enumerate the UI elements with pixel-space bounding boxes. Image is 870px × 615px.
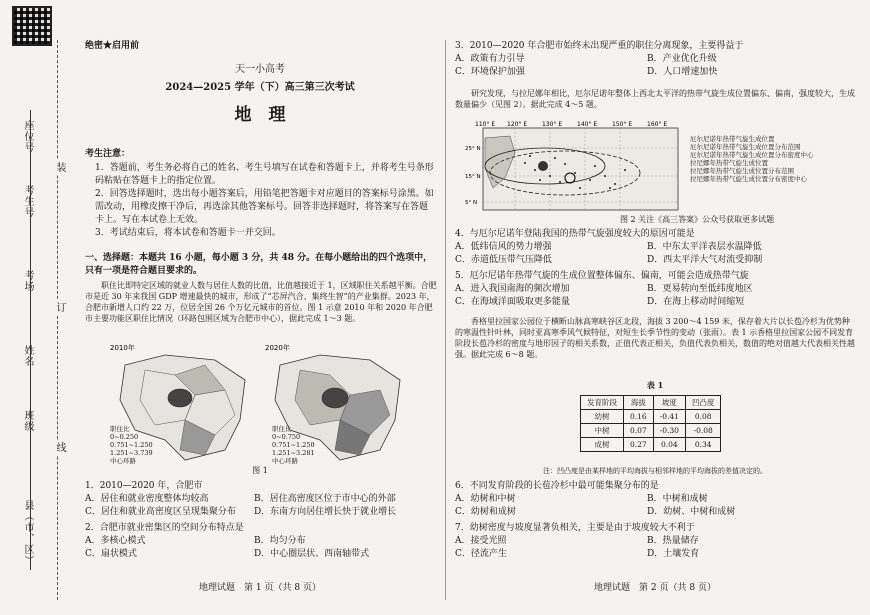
lon-120: 120° E: [507, 121, 528, 128]
q2-option-a[interactable]: A．多核心模式: [85, 536, 146, 546]
secret-mark: 绝密★启用前: [85, 41, 140, 51]
map-legend-2010: [110, 425, 153, 465]
page-1: [80, 0, 440, 615]
legend-item: 厄尔尼诺年热带气旋生成位置分布密度中心: [690, 151, 814, 159]
table-row: [581, 438, 721, 452]
table-header: 发育阶段: [581, 396, 624, 410]
q1-option-b[interactable]: B．居住高密度区位于市中心的外部: [253, 494, 396, 504]
lon-140: 140° E: [577, 121, 598, 128]
question-5-stem: 5．厄尔尼诺年热带气旋的生成位置整体偏东、偏南，可能会造成热带气旋: [455, 271, 749, 281]
q1-option-c[interactable]: C．居住和就业高密度区呈现集聚分布: [85, 507, 236, 517]
page-2-footer: 地理试题 第 2 页（共 8 页）: [594, 583, 716, 593]
question-7: [455, 522, 855, 561]
figure-1-caption: 图 1: [252, 466, 268, 475]
margin-field-candidate: 考生号: [22, 185, 33, 218]
question-2-stem: 2．合肥市就业密集区的空间分布特点是: [85, 523, 244, 533]
legend-item: 厄尔尼诺年热带气旋生成位置: [690, 135, 775, 143]
table-cell: 幼树: [581, 410, 624, 424]
page-2: [450, 0, 860, 615]
qr-code-icon: [12, 6, 52, 46]
table-cell: 0.16: [624, 410, 654, 424]
q6-option-b[interactable]: B．中树和成树: [647, 494, 708, 504]
question-6: [455, 480, 855, 519]
legend-item: 0~0.750: [272, 433, 301, 441]
lon-110: 110° E: [475, 121, 496, 128]
question-4: [455, 228, 855, 267]
map-legend-2020: [272, 425, 315, 465]
lon-130: 130° E: [542, 121, 563, 128]
table-cell: 成树: [581, 438, 624, 452]
question-1: [85, 480, 437, 519]
table-cell: -0.41: [653, 410, 685, 424]
passage-3: 香格里拉国家公园位于横断山脉高寒峡谷区北段，海拔 3 200～4 159 米，保存着大片以长苞冷杉为优势种的寒温性针叶林，同时亚高寒季风气候特征，对短生长季节性的变动（张雨）。表 1 示香格里拉国家公园不同发育阶段长苞冷杉的密度与地形因子的相关系数，正值代表正相关，负值代表负相关，数值的绝对值越大代表相关性越强。据此完成 6～8 题。: [455, 317, 855, 359]
table-row: [581, 424, 721, 438]
legend-item: 中心环路: [110, 457, 136, 465]
table-row: [581, 410, 721, 424]
cut-mark-zhuang: 装: [54, 162, 65, 173]
question-6-stem: 6．不同发育阶段的长苞冷杉中最可能集聚分布的是: [455, 481, 659, 491]
passage-1: 职住比即特定区域的就业人数与居住人数的比值，比值越接近于 1，区域职住关系越平衡。合肥市是近 30 年来我国 GDP 增速最快的城市，形成了“芯屏汽合、集终生智”的产业集群。2023 年，合肥市新增人口约 22 万，位居全国 26 个万亿元城市的首位。图 1 示意 2010 年和 2020 年合肥市主要功能区职住比情况（环路包围区域为合肥市中心），据此完成 1～3 题。: [85, 281, 437, 323]
legend-item: 中心环路: [272, 457, 298, 465]
q6-option-a[interactable]: A．幼树和中树: [455, 494, 516, 504]
figure-2-legend: [690, 135, 860, 183]
notice-2: 2．回答选择题时，选出每小题答案后，用铅笔把答题卡对应题目的答案标号涂黑。如需改动，用橡皮擦干净后，再选涂其他答案标号。回答非选择题时，将答案写在答题卡上。写在本试卷上无效。: [95, 189, 434, 225]
table-cell: 0.34: [685, 438, 721, 452]
section-1-heading: 一、选择题：本题共 16 小题，每小题 3 分，共 48 分。在每小题给出的四个选项中，只有一项是符合题目要求的。: [85, 253, 433, 276]
q1-option-d[interactable]: D．东南方向居住增长快于就业增长: [253, 507, 397, 517]
legend-item: 0~0.250: [110, 433, 139, 441]
q1-option-a[interactable]: A．居住和就业密度整体均较高: [85, 494, 209, 504]
org-name: 天一小高考: [235, 64, 285, 75]
margin-field-county: 县（市、区）: [22, 500, 33, 566]
notice-3: 3．考试结束后，将本试卷和答题卡一并交回。: [95, 228, 281, 238]
margin-field-exam-room: 考场: [22, 270, 33, 292]
question-4-stem: 4．与厄尔尼诺年登陆我国的热带气旋强度较大的原因可能是: [455, 229, 695, 239]
field-line: [30, 110, 31, 570]
q3-option-c[interactable]: C．环境保护加强: [455, 67, 525, 77]
legend-item: 厄尔尼诺年热带气旋生成位置分布范围: [690, 143, 801, 151]
q6-option-c[interactable]: C．幼树和成树: [455, 507, 516, 517]
table-header: 坡度: [653, 396, 685, 410]
table-cell: 中树: [581, 424, 624, 438]
map-label-2010: 2010年: [110, 344, 135, 352]
table-header: 海拔: [624, 396, 654, 410]
q7-option-c[interactable]: C．径流产生: [455, 549, 507, 559]
page-divider: [445, 40, 446, 600]
map-label-2020: 2020年: [265, 344, 290, 352]
q5-option-d[interactable]: D．在海上移动时间缩短: [647, 297, 745, 307]
question-3-stem: 3．2010—2020 年合肥市始终未出现严重的职住分离现象，主要得益于: [455, 41, 744, 51]
table-header-row: [581, 396, 721, 410]
cut-line: [57, 40, 58, 600]
q7-option-d[interactable]: D．土壤发育: [647, 549, 700, 559]
question-1-stem: 1．2010—2020 年，合肥市: [85, 481, 203, 491]
legend-item: 1.251~3.739: [110, 449, 153, 457]
q3-option-b[interactable]: B．产业优化升级: [647, 54, 717, 64]
table-cell: 0.08: [685, 410, 721, 424]
figure-2-caption: 图 2 关注《高三答案》公众号获取更多试题: [620, 215, 775, 224]
q4-option-b[interactable]: B．中东太平洋表层水温降低: [647, 242, 762, 252]
q3-option-d[interactable]: D．人口增速加快: [647, 67, 718, 77]
table-cell: -0.30: [653, 424, 685, 438]
la-nina-center: [538, 161, 548, 171]
passage-2: 研究发现，与拉尼娜年相比，厄尔尼诺年整体上西北太平洋的热带气旋生成位置偏东、偏南，强度较大，生成数量偏少（见图 2）。据此完成 4～5 题。: [455, 89, 855, 109]
q5-option-b[interactable]: B．更易转向至低纬度地区: [647, 284, 753, 294]
lat-15: 15° N: [465, 174, 481, 180]
q2-option-d[interactable]: D．中心圈层状、西南轴带式: [253, 549, 370, 559]
cut-mark-xian: 线: [54, 442, 65, 453]
legend-title: 职住比: [110, 425, 130, 433]
legend-item: 0.751~1.250: [272, 441, 315, 449]
q4-option-c[interactable]: C．赤道低压带气压降低: [455, 255, 552, 265]
q7-option-b[interactable]: B．热量储存: [647, 536, 699, 546]
notice-heading: 考生注意：: [85, 149, 131, 159]
lat-25: 25° N: [465, 146, 481, 152]
legend-item: 1.251~3.281: [272, 449, 315, 457]
q2-option-c[interactable]: C．扇状模式: [85, 549, 137, 559]
figure-2-map: [465, 118, 680, 213]
question-5: [455, 270, 855, 309]
legend-title: 职住比: [272, 425, 292, 433]
margin-field-class: 班级: [22, 410, 33, 432]
legend-item: 拉尼娜年热带气旋生成位置: [690, 159, 768, 167]
page-1-footer: 地理试题 第 1 页（共 8 页）: [199, 583, 321, 593]
cut-mark-ding: 订: [54, 302, 65, 313]
table-cell: 0.07: [624, 424, 654, 438]
question-3: [455, 40, 855, 79]
table-cell: 0.27: [624, 438, 654, 452]
lat-5: 5° N: [465, 200, 478, 206]
legend-item: 拉尼娜年热带气旋生成位置分布密度中心: [690, 175, 807, 183]
subject-title: 地 理: [234, 105, 286, 125]
table-header: 凹凸度: [685, 396, 721, 410]
lon-150: 150° E: [612, 121, 633, 128]
q7-option-a[interactable]: A．接受光照: [455, 536, 507, 546]
q4-option-a[interactable]: A．低纬信风的势力增强: [455, 242, 552, 252]
table-cell: -0.08: [685, 424, 721, 438]
table-cell: 0.04: [653, 438, 685, 452]
table-1-title: 表 1: [646, 380, 664, 390]
q5-option-a[interactable]: A．进入我国南海的频次增加: [455, 284, 570, 294]
margin-field-seat: 座位号: [22, 120, 33, 153]
question-7-stem: 7．幼树密度与坡度显著负相关，主要是由于坡度较大不利于: [455, 523, 695, 533]
q5-option-c[interactable]: C．在海域洋面吸取更多能量: [455, 297, 570, 307]
legend-item: 拉尼娜年热带气旋生成位置分布范围: [690, 167, 794, 175]
question-2: [85, 522, 437, 561]
table-note: 注：凹凸度是由某样地的平均海拔与相邻样地的平均海拔的差值决定的。: [543, 467, 767, 475]
exam-title: 2024—2025 学年（下）高三第三次考试: [165, 82, 355, 93]
legend-item: 0.751~1.250: [110, 441, 153, 449]
q4-option-d[interactable]: D．西太平洋大气对流受抑制: [647, 255, 763, 265]
q2-option-b[interactable]: B．均匀分布: [253, 536, 306, 546]
table-1: [580, 395, 721, 452]
notice-1: 1．答题前，考生务必将自己的姓名、考生号填写在试卷和答题卡上，并将考生号条形码粘贴在答题卡上的指定位置。: [95, 163, 434, 186]
q6-option-d[interactable]: D．幼树、中树和成树: [647, 507, 736, 517]
lon-160: 160° E: [647, 121, 668, 128]
margin-field-name: 姓名: [22, 345, 33, 367]
q3-option-a[interactable]: A．政策有力引导: [455, 54, 525, 64]
binding-margin: [0, 0, 70, 615]
